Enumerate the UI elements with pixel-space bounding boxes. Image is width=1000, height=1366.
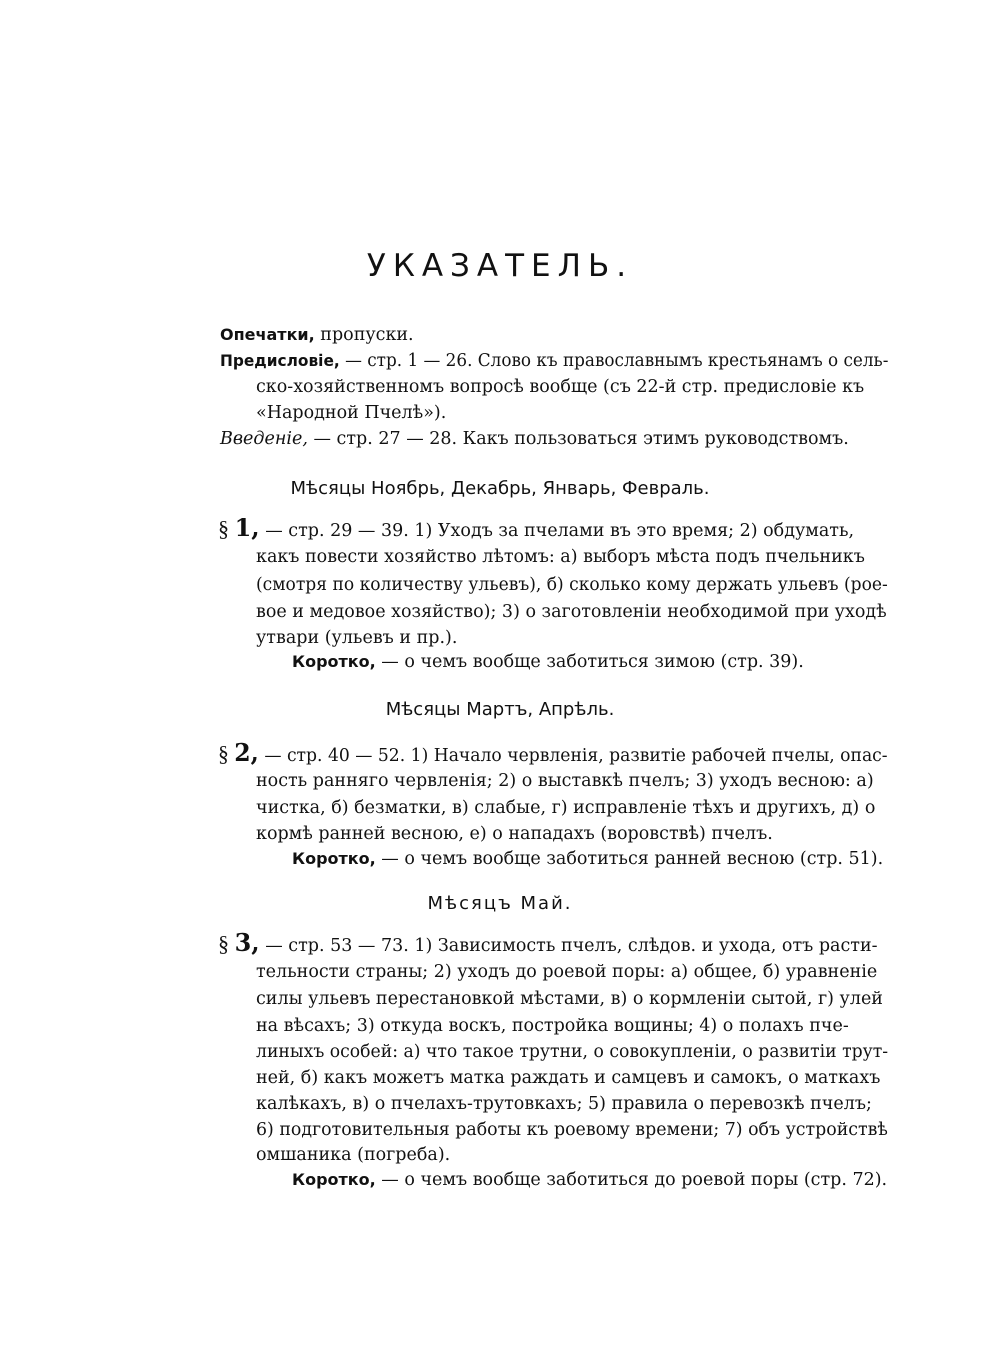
section-line: калѣкахъ, в) о пчелахъ-трутовкахъ; 5) правила о перевозкѣ пчелъ; [256, 1094, 872, 1114]
section-line: на вѣсахъ; 3) откуда воскъ, постройка вощины; 4) о полахъ пче- [256, 1016, 849, 1036]
preface-line: «Народной Пчелѣ»). [256, 403, 447, 423]
section-number: 2, [234, 738, 259, 767]
section-first-line [218, 513, 855, 543]
section-first-line [218, 928, 878, 958]
section-line: вое и медовое хозяйство); 3) о заготовленіи необходимой при уходѣ [256, 602, 887, 622]
section-summary [292, 650, 804, 674]
preface-entry [220, 349, 888, 373]
section-line: линыхъ особей: а) что такое трутни, о совокупленіи, о развитіи трут- [256, 1042, 889, 1062]
summary-label: Коротко, [292, 1170, 376, 1189]
section-heading: Мѣсяцы Ноябрь, Декабрь, Январь, Февраль. [290, 478, 710, 499]
preface-label: Предисловіе, [220, 351, 340, 370]
section-line: силы ульевъ перестановкой мѣстами, в) о кормленіи сытой, г) улей [256, 989, 883, 1009]
section-line: ней, б) какъ можетъ матка раждать и самцевъ и самокъ, о маткахъ [256, 1068, 881, 1088]
preface-line: — стр. 1 — 26. Слово къ православнымъ крестьянамъ о сель- [345, 351, 889, 371]
section-line: утвари (ульевъ и пр.). [256, 628, 458, 648]
section-line: тельности страны; 2) уходъ до роевой поры: а) общее, б) уравненіе [256, 962, 878, 982]
section-first-line [218, 738, 888, 768]
section-line: — стр. 40 — 52. 1) Начало червленія, развитіе рабочей пчелы, опас- [264, 746, 888, 766]
section-heading: Мѣсяцы Мартъ, Апрѣль. [385, 699, 615, 720]
section-line: 6) подготовительныя работы къ роевому времени; 7) объ устройствѣ [256, 1120, 888, 1140]
section-line: омшаника (погреба). [256, 1145, 451, 1165]
section-line: чистка, б) безматки, в) слабые, г) исправленіе тѣхъ и другихъ, д) о [256, 798, 876, 818]
summary-label: Коротко, [292, 652, 376, 671]
errata-entry [220, 323, 414, 347]
section-line: — стр. 29 — 39. 1) Уходъ за пчелами въ это время; 2) обдумать, [265, 521, 855, 541]
introduction-label: Введеніе, [220, 429, 308, 449]
section-line: кормѣ ранней весною, е) о нападахъ (воровствѣ) пчелъ. [256, 824, 773, 844]
section-summary [292, 1168, 887, 1192]
section-sign: § [218, 931, 229, 956]
summary-text: — о чемъ вообще заботиться до роевой поры (стр. 72). [381, 1170, 888, 1190]
introduction-entry [220, 427, 849, 451]
section-heading: Мѣсяцъ Май. [427, 893, 573, 914]
summary-text: — о чемъ вообще заботиться зимою (стр. 39). [381, 652, 804, 672]
section-sign: § [218, 516, 229, 541]
section-number: 3, [234, 928, 260, 957]
section-line: ность ранняго червленія; 2) о выставкѣ пчелъ; 3) уходъ весною: а) [256, 771, 874, 791]
errata-label: Опечатки, [220, 325, 315, 344]
preface-line: ско-хозяйственномъ вопросѣ вообще (съ 22-й стр. предисловіе къ [256, 377, 865, 397]
section-line: какъ повести хозяйство лѣтомъ: а) выборъ мѣста подъ пчельникъ [256, 547, 865, 567]
section-summary [292, 847, 883, 871]
section-sign: § [218, 741, 229, 766]
page-title: УКАЗАТЕЛЬ. [366, 248, 634, 284]
section-line: — стр. 53 — 73. 1) Зависимость пчелъ, слѣдов. и ухода, отъ расти- [265, 936, 878, 956]
summary-text: — о чемъ вообще заботиться ранней весною (стр. 51). [381, 849, 884, 869]
section-number: 1, [234, 513, 260, 542]
summary-label: Коротко, [292, 849, 376, 868]
section-line: (смотря по количеству ульевъ), б) сколько кому держать ульевъ (рое- [256, 575, 888, 595]
errata-text: пропуски. [320, 325, 414, 345]
introduction-text: — стр. 27 — 28. Какъ пользоваться этимъ руководствомъ. [313, 429, 849, 449]
